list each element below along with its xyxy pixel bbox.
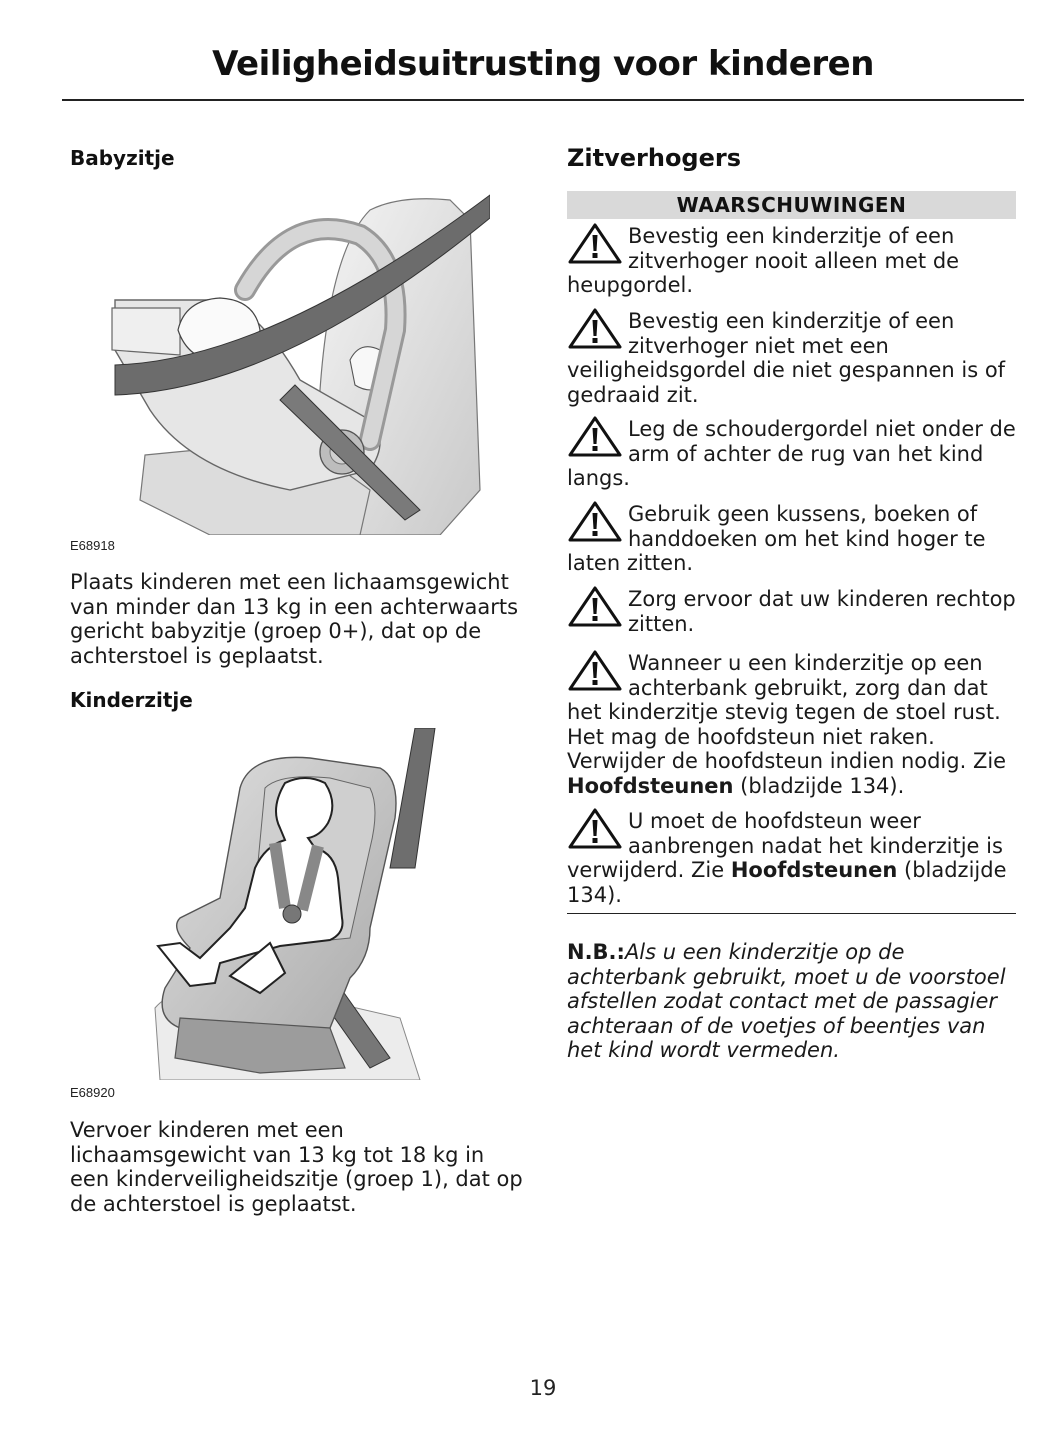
warnings-end-divider: [567, 913, 1016, 914]
page-title: Veiligheidsuitrusting voor kinderen: [212, 44, 874, 84]
warning-item: U moet de hoofdsteun weer aanbrengen nadat het kinderzitje is verwijderd. Zie Hoofdsteunen (bladzijde 134).: [567, 809, 1007, 907]
childseat-heading: Kinderzitje: [70, 688, 193, 712]
cross-reference-link[interactable]: Hoofdsteunen: [567, 773, 734, 798]
warning-triangle-icon: [567, 807, 623, 849]
babyseat-heading: Babyzitje: [70, 146, 175, 170]
note-text: Als u een kinderzitje op de achterbank gebruikt, moet u de voorstoel afstellen zodat contact met de passagier achteraan of de voetjes of beentjes van het kind wordt vermeden.: [567, 940, 1006, 1062]
warning-triangle-icon: [567, 415, 623, 457]
warning-item: Bevestig een kinderzitje of een zitverhoger niet met een veiligheidsgordel die niet gespannen is of gedraaid zit.: [567, 309, 1006, 407]
warning-item: Gebruik geen kussens, boeken of handdoeken om het kind hoger te laten zitten.: [567, 502, 986, 575]
warning-triangle-icon: [567, 585, 623, 627]
cross-reference-link[interactable]: Hoofdsteunen: [730, 858, 898, 882]
title-divider: [62, 99, 1024, 101]
note-label: N.B.:: [567, 940, 625, 964]
figure-code: E68920: [70, 1085, 115, 1100]
warning-item: Leg de schoudergordel niet onder de arm of achter de rug van het kind langs.: [567, 417, 1016, 490]
warning-triangle-icon: [567, 307, 623, 349]
warnings-heading: WAARSCHUWINGEN: [567, 191, 1016, 219]
note-paragraph: [567, 940, 1019, 1063]
child-seat-illustration: [70, 728, 490, 1080]
warning-triangle-icon: [567, 649, 623, 691]
booster-heading: Zitverhogers: [567, 144, 742, 172]
babyseat-paragraph: Plaats kinderen met een lichaamsgewicht van minder dan 13 kg in een achterwaarts gericht babyzitje (groep 0+), dat op de achterstoel is geplaatst.: [70, 570, 519, 668]
figure-code: E68918: [70, 538, 115, 553]
childseat-paragraph: Vervoer kinderen met een lichaamsgewicht van 13 kg tot 18 kg in een kinderveiligheidszitje (groep 1), dat op de achterstoel is geplaatst.: [70, 1118, 523, 1216]
warning-item: Bevestig een kinderzitje of een zitverhoger nooit alleen met de heupgordel.: [567, 224, 960, 297]
warning-item: Wanneer u een kinderzitje op een achterbank gebruikt, zorg dan dat het kinderzitje stevig tegen de stoel rust. Het mag de hoofdsteun niet raken. Verwijder de hoofdsteun indien nodig. Zie Hoofdsteunen (bladzijde 134).: [567, 651, 1007, 798]
warning-triangle-icon: [567, 500, 623, 542]
infant-carrier-illustration: [70, 190, 490, 535]
page-number: 19: [529, 1376, 557, 1400]
warning-triangle-icon: [567, 222, 623, 264]
warning-item: Zorg ervoor dat uw kinderen rechtop zitten.: [567, 587, 1019, 636]
